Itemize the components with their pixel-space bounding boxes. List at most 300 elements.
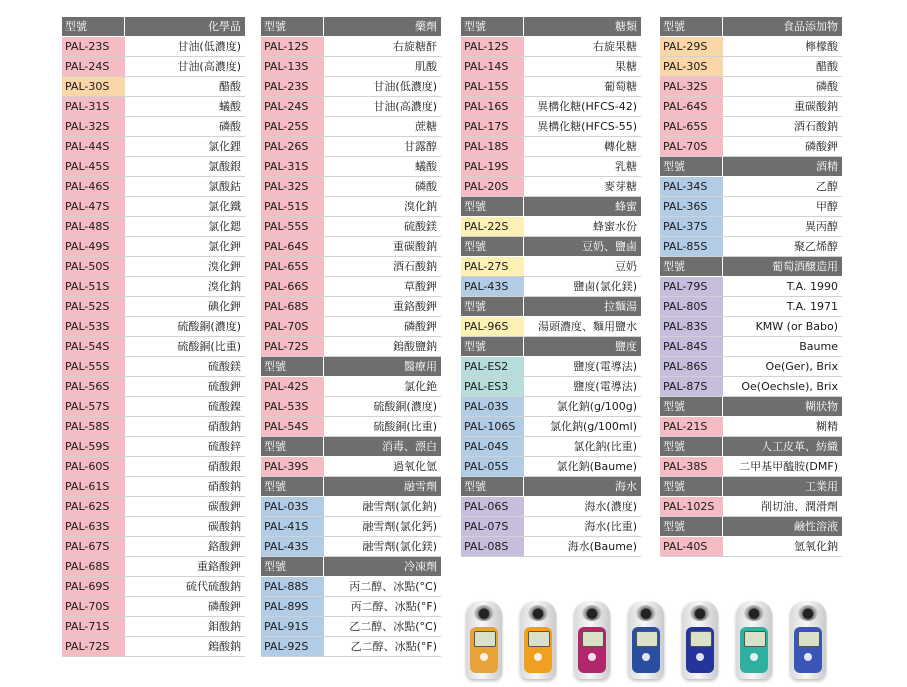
model-code: PAL-38S <box>660 457 723 476</box>
model-code: PAL-15S <box>461 77 524 96</box>
table-row <box>660 117 842 137</box>
table-row <box>261 397 441 417</box>
substance-name: 聚乙烯醇 <box>794 240 838 253</box>
substance-name: 乙二醇、冰點(°C) <box>349 620 437 633</box>
substance-name: 蜂蜜水份 <box>593 220 637 233</box>
table-row <box>660 297 842 317</box>
table-row <box>261 217 441 237</box>
table-row <box>660 337 842 357</box>
model-code: PAL-23S <box>261 77 324 96</box>
substance-name: 過氧化氫 <box>393 460 437 473</box>
model-code: PAL-53S <box>62 317 125 336</box>
section-title: 酒精 <box>816 160 838 173</box>
model-code: PAL-72S <box>62 637 125 656</box>
model-code: PAL-23S <box>62 37 125 56</box>
model-code: PAL-53S <box>261 397 324 416</box>
table-row <box>461 517 641 537</box>
substance-name: 糊精 <box>816 420 838 433</box>
substance-name: 重碳酸鈉 <box>794 100 838 113</box>
table-row <box>62 357 245 377</box>
substance-name: 甲醇 <box>816 200 838 213</box>
model-code: PAL-20S <box>461 177 524 196</box>
substance-name: 融雪劑(氯化鎂) <box>362 540 437 553</box>
table-row <box>261 457 441 477</box>
substance-name: 乳糖 <box>615 160 637 173</box>
model-code: PAL-64S <box>261 237 324 256</box>
section-header <box>261 357 441 377</box>
model-code: PAL-30S <box>660 57 723 76</box>
model-code: PAL-56S <box>62 377 125 396</box>
substance-name: 鹽鹵(氯化鎂) <box>573 280 637 293</box>
section-header <box>461 17 641 37</box>
table-row <box>62 377 245 397</box>
table-row <box>660 537 842 557</box>
table-row <box>660 97 842 117</box>
sugar-column <box>461 17 641 557</box>
table-row <box>62 37 245 57</box>
table-row <box>261 77 441 97</box>
table-row <box>461 497 641 517</box>
substance-name: 海水(Baume) <box>567 540 637 553</box>
substance-name: 硫酸鎂 <box>208 360 241 373</box>
table-row <box>62 557 245 577</box>
section-header <box>62 17 245 37</box>
table-row <box>261 317 441 337</box>
model-code: PAL-63S <box>62 517 125 536</box>
section-header <box>461 337 641 357</box>
table-row <box>461 37 641 57</box>
substance-name: 溴化鈉 <box>404 200 437 213</box>
model-code: PAL-106S <box>461 417 524 436</box>
substance-name: 肌酸 <box>415 60 437 73</box>
table-row <box>62 597 245 617</box>
substance-name: 丙二醇、冰點(°C) <box>349 580 437 593</box>
model-column-header: 型號 <box>660 477 723 496</box>
substance-name: 氯化鉀 <box>208 240 241 253</box>
model-code: PAL-88S <box>261 577 324 596</box>
substance-name: 碳酸鈉 <box>208 520 241 533</box>
table-row <box>461 457 641 477</box>
section-title: 蜂蜜 <box>615 200 637 213</box>
section-header <box>461 237 641 257</box>
substance-name: 檸檬酸 <box>805 40 838 53</box>
model-code: PAL-41S <box>261 517 324 536</box>
section-header <box>660 477 842 497</box>
model-code: PAL-21S <box>660 417 723 436</box>
model-code: PAL-52S <box>62 297 125 316</box>
substance-name: 硝酸鈉 <box>208 480 241 493</box>
table-row <box>261 117 441 137</box>
table-row <box>62 577 245 597</box>
table-row <box>62 517 245 537</box>
model-code: PAL-25S <box>261 117 324 136</box>
model-code: PAL-69S <box>62 577 125 596</box>
table-row <box>62 77 245 97</box>
substance-name: 鉬酸鈉 <box>208 620 241 633</box>
model-column-header: 型號 <box>461 197 524 216</box>
table-row <box>461 357 641 377</box>
substance-name: 氯化鈉(g/100g) <box>556 400 637 413</box>
table-row <box>62 637 245 657</box>
table-row <box>461 437 641 457</box>
table-row <box>461 97 641 117</box>
section-title: 豆奶、鹽鹵 <box>582 240 637 253</box>
table-row <box>660 57 842 77</box>
model-column-header: 型號 <box>461 337 524 356</box>
substance-name: 鹽度(電導法) <box>573 360 637 373</box>
table-row <box>461 397 641 417</box>
table-row <box>62 197 245 217</box>
substance-name: T.A. 1990 <box>786 280 838 293</box>
table-row <box>461 537 641 557</box>
substance-name: 溴化鉀 <box>208 260 241 273</box>
table-row <box>62 437 245 457</box>
table-row <box>461 257 641 277</box>
model-code: PAL-59S <box>62 437 125 456</box>
table-row <box>660 37 842 57</box>
table-row <box>261 137 441 157</box>
model-code: PAL-17S <box>461 117 524 136</box>
model-code: PAL-67S <box>62 537 125 556</box>
table-row <box>261 157 441 177</box>
substance-name: 鉻酸鉀 <box>208 540 241 553</box>
table-row <box>261 277 441 297</box>
substance-name: 海水(濃度) <box>584 500 637 513</box>
model-code: PAL-60S <box>62 457 125 476</box>
substance-name: 硫酸銅(濃度) <box>177 320 241 333</box>
model-code: PAL-86S <box>660 357 723 376</box>
section-title: 融雪劑 <box>404 480 437 493</box>
model-code: PAL-37S <box>660 217 723 236</box>
table-row <box>261 237 441 257</box>
pharmaceutical-column <box>261 17 441 657</box>
substance-name: 轉化糖 <box>604 140 637 153</box>
table-row <box>261 497 441 517</box>
table-row <box>660 137 842 157</box>
substance-name: 磷酸 <box>219 120 241 133</box>
section-header <box>660 437 842 457</box>
table-row <box>62 257 245 277</box>
table-row <box>461 217 641 237</box>
model-code: PAL-40S <box>660 537 723 556</box>
table-row <box>62 397 245 417</box>
model-code: PAL-91S <box>261 617 324 636</box>
table-row <box>461 77 641 97</box>
model-code: PAL-84S <box>660 337 723 356</box>
model-code: PAL-34S <box>660 177 723 196</box>
substance-name: 硫酸鋅 <box>208 440 241 453</box>
substance-name: 重鉻酸鉀 <box>393 300 437 313</box>
substance-name: 氯酸銀 <box>208 160 241 173</box>
substance-name: 甘油(低濃度) <box>177 40 241 53</box>
section-title: 藥劑 <box>415 20 437 33</box>
model-code: PAL-87S <box>660 377 723 396</box>
table-row <box>461 177 641 197</box>
table-row <box>62 337 245 357</box>
model-code: PAL-83S <box>660 317 723 336</box>
model-code: PAL-32S <box>261 177 324 196</box>
section-title: 冷凍劑 <box>404 560 437 573</box>
refractometer-icon <box>678 595 722 681</box>
model-code: PAL-06S <box>461 497 524 516</box>
table-row <box>461 137 641 157</box>
model-code: PAL-61S <box>62 477 125 496</box>
table-row <box>261 257 441 277</box>
table-row <box>62 137 245 157</box>
table-row <box>261 577 441 597</box>
section-header <box>660 257 842 277</box>
substance-name: Oe(Ger), Brix <box>765 360 838 373</box>
model-code: PAL-47S <box>62 197 125 216</box>
model-code: PAL-18S <box>461 137 524 156</box>
substance-name: 重碳酸鈉 <box>393 240 437 253</box>
table-row <box>660 277 842 297</box>
substance-name: 右旋果糖 <box>593 40 637 53</box>
model-code: PAL-26S <box>261 137 324 156</box>
table-row <box>461 57 641 77</box>
refractometer-icon <box>516 595 560 681</box>
model-column-header: 型號 <box>461 477 524 496</box>
substance-name: 硫酸鎂 <box>404 220 437 233</box>
table-row <box>660 377 842 397</box>
model-code: PAL-45S <box>62 157 125 176</box>
table-row <box>261 197 441 217</box>
refractometer-icon <box>462 595 506 681</box>
table-row <box>660 217 842 237</box>
substance-name: Oe(Oechsle), Brix <box>741 380 838 393</box>
substance-name: 蟻酸 <box>219 100 241 113</box>
section-header <box>461 477 641 497</box>
model-column-header: 型號 <box>660 517 723 536</box>
substance-name: 甘露醇 <box>404 140 437 153</box>
model-column-header: 型號 <box>261 357 324 376</box>
chemicals-column <box>62 17 245 657</box>
table-row <box>461 157 641 177</box>
substance-name: 硫酸鎳 <box>208 400 241 413</box>
section-header <box>261 437 441 457</box>
model-code: PAL-102S <box>660 497 723 516</box>
table-row <box>261 297 441 317</box>
model-column-header: 型號 <box>62 17 125 36</box>
model-code: PAL-58S <box>62 417 125 436</box>
substance-name: 豆奶 <box>615 260 637 273</box>
substance-name: T.A. 1971 <box>786 300 838 313</box>
model-code: PAL-49S <box>62 237 125 256</box>
table-row <box>660 237 842 257</box>
substance-name: 鎢酸鹽鈉 <box>393 340 437 353</box>
table-row <box>660 497 842 517</box>
substance-name: 硫酸鉀 <box>208 380 241 393</box>
refractometer-icon <box>732 595 776 681</box>
table-row <box>660 417 842 437</box>
model-code: PAL-80S <box>660 297 723 316</box>
substance-name: 草酸鉀 <box>404 280 437 293</box>
model-code: PAL-ES2 <box>461 357 524 376</box>
model-code: PAL-12S <box>261 37 324 56</box>
table-row <box>62 617 245 637</box>
model-code: PAL-55S <box>62 357 125 376</box>
section-header <box>461 297 641 317</box>
table-row <box>62 217 245 237</box>
model-code: PAL-32S <box>62 117 125 136</box>
section-title: 化學品 <box>208 20 241 33</box>
table-row <box>660 457 842 477</box>
model-code: PAL-70S <box>660 137 723 156</box>
model-code: PAL-03S <box>461 397 524 416</box>
substance-name: 異構化糖(HFCS-55) <box>537 120 637 133</box>
model-code: PAL-27S <box>461 257 524 276</box>
substance-name: 硫酸銅(濃度) <box>373 400 437 413</box>
substance-name: 氯化鍶 <box>208 220 241 233</box>
table-row <box>261 57 441 77</box>
table-row <box>261 377 441 397</box>
table-row <box>261 177 441 197</box>
table-row <box>62 297 245 317</box>
substance-name: 蔗糖 <box>415 120 437 133</box>
model-code: PAL-50S <box>62 257 125 276</box>
substance-name: 氯化鋰 <box>208 140 241 153</box>
table-row <box>261 37 441 57</box>
model-column-header: 型號 <box>660 157 723 176</box>
substance-name: 醋酸 <box>219 80 241 93</box>
table-row <box>62 477 245 497</box>
substance-name: 磷酸鉀 <box>404 320 437 333</box>
substance-name: 湯頭濃度、麵用鹽水 <box>538 320 637 333</box>
table-row <box>261 517 441 537</box>
substance-name: 硝酸鈉 <box>208 420 241 433</box>
substance-name: 融雪劑(氯化鈉) <box>362 500 437 513</box>
substance-name: 甘油(高濃度) <box>373 100 437 113</box>
section-header <box>660 17 842 37</box>
table-row <box>660 177 842 197</box>
model-code: PAL-92S <box>261 637 324 656</box>
section-header <box>660 517 842 537</box>
model-code: PAL-31S <box>261 157 324 176</box>
substance-name: 異丙醇 <box>805 220 838 233</box>
substance-name: 氯化銫 <box>404 380 437 393</box>
table-row <box>62 237 245 257</box>
substance-name: 鎢酸鈉 <box>208 640 241 653</box>
model-code: PAL-46S <box>62 177 125 196</box>
substance-name: 醋酸 <box>816 60 838 73</box>
substance-name: 硫酸銅(比重) <box>373 420 437 433</box>
model-column-header: 型號 <box>660 437 723 456</box>
table-row <box>461 417 641 437</box>
model-code: PAL-64S <box>660 97 723 116</box>
model-code: PAL-42S <box>261 377 324 396</box>
substance-name: 氫氧化鈉 <box>794 540 838 553</box>
model-code: PAL-43S <box>261 537 324 556</box>
table-row <box>461 317 641 337</box>
table-row <box>261 637 441 657</box>
model-code: PAL-04S <box>461 437 524 456</box>
section-title: 消毒、漂白 <box>382 440 437 453</box>
substance-name: 鹽度(電導法) <box>573 380 637 393</box>
substance-name: 二甲基甲醯胺(DMF) <box>739 460 838 473</box>
table-row <box>660 317 842 337</box>
model-code: PAL-51S <box>62 277 125 296</box>
substance-name: 海水(比重) <box>584 520 637 533</box>
food-additive-column <box>660 17 842 557</box>
model-code: PAL-65S <box>660 117 723 136</box>
refractometer-icon <box>624 595 668 681</box>
model-column-header: 型號 <box>461 237 524 256</box>
model-code: PAL-22S <box>461 217 524 236</box>
model-code: PAL-13S <box>261 57 324 76</box>
substance-name: 氯化鈉(Baume) <box>556 460 637 473</box>
model-code: PAL-16S <box>461 97 524 116</box>
table-row <box>461 377 641 397</box>
section-title: 拉麵湯 <box>604 300 637 313</box>
table-row <box>461 277 641 297</box>
model-code: PAL-65S <box>261 257 324 276</box>
model-code: PAL-31S <box>62 97 125 116</box>
model-code: PAL-68S <box>261 297 324 316</box>
model-code: PAL-24S <box>62 57 125 76</box>
table-row <box>62 177 245 197</box>
table-row <box>461 117 641 137</box>
model-column-header: 型號 <box>660 257 723 276</box>
model-code: PAL-12S <box>461 37 524 56</box>
table-row <box>62 317 245 337</box>
model-column-header: 型號 <box>461 297 524 316</box>
model-code: PAL-66S <box>261 277 324 296</box>
model-code: PAL-54S <box>261 417 324 436</box>
substance-name: 異構化糖(HFCS-42) <box>537 100 637 113</box>
substance-name: 融雪劑(氯化鈣) <box>362 520 437 533</box>
substance-name: 葡萄糖 <box>604 80 637 93</box>
model-code: PAL-29S <box>660 37 723 56</box>
table-row <box>261 597 441 617</box>
substance-name: 硫酸銅(比重) <box>177 340 241 353</box>
substance-name: 磷酸 <box>415 180 437 193</box>
substance-name: 氯化鈉(比重) <box>573 440 637 453</box>
model-code: PAL-03S <box>261 497 324 516</box>
section-title: 鹼性溶液 <box>794 520 838 533</box>
table-row <box>660 357 842 377</box>
model-code: PAL-70S <box>261 317 324 336</box>
substance-name: 酒石酸鈉 <box>794 120 838 133</box>
table-row <box>261 97 441 117</box>
model-column-header: 型號 <box>261 437 324 456</box>
table-row <box>660 197 842 217</box>
model-code: PAL-85S <box>660 237 723 256</box>
substance-name: 溴化鈉 <box>208 280 241 293</box>
section-title: 工業用 <box>805 480 838 493</box>
substance-name: 果糖 <box>615 60 637 73</box>
substance-name: 甘油(高濃度) <box>177 60 241 73</box>
model-column-header: 型號 <box>261 17 324 36</box>
substance-name: KMW (or Babo) <box>755 320 838 333</box>
model-column-header: 型號 <box>261 557 324 576</box>
substance-name: 氯酸鈷 <box>208 180 241 193</box>
table-row <box>261 417 441 437</box>
substance-name: 氯化鈉(g/100ml) <box>549 420 637 433</box>
table-row <box>62 497 245 517</box>
table-row <box>62 157 245 177</box>
model-code: PAL-39S <box>261 457 324 476</box>
substance-name: Baume <box>799 340 838 353</box>
table-row <box>62 117 245 137</box>
refractometer-icon <box>786 595 830 681</box>
section-header <box>261 477 441 497</box>
model-code: PAL-08S <box>461 537 524 556</box>
table-row <box>261 537 441 557</box>
refractometer-lineup <box>462 595 842 687</box>
table-row <box>62 277 245 297</box>
substance-name: 碳酸鉀 <box>208 500 241 513</box>
substance-name: 磷酸鉀 <box>208 600 241 613</box>
